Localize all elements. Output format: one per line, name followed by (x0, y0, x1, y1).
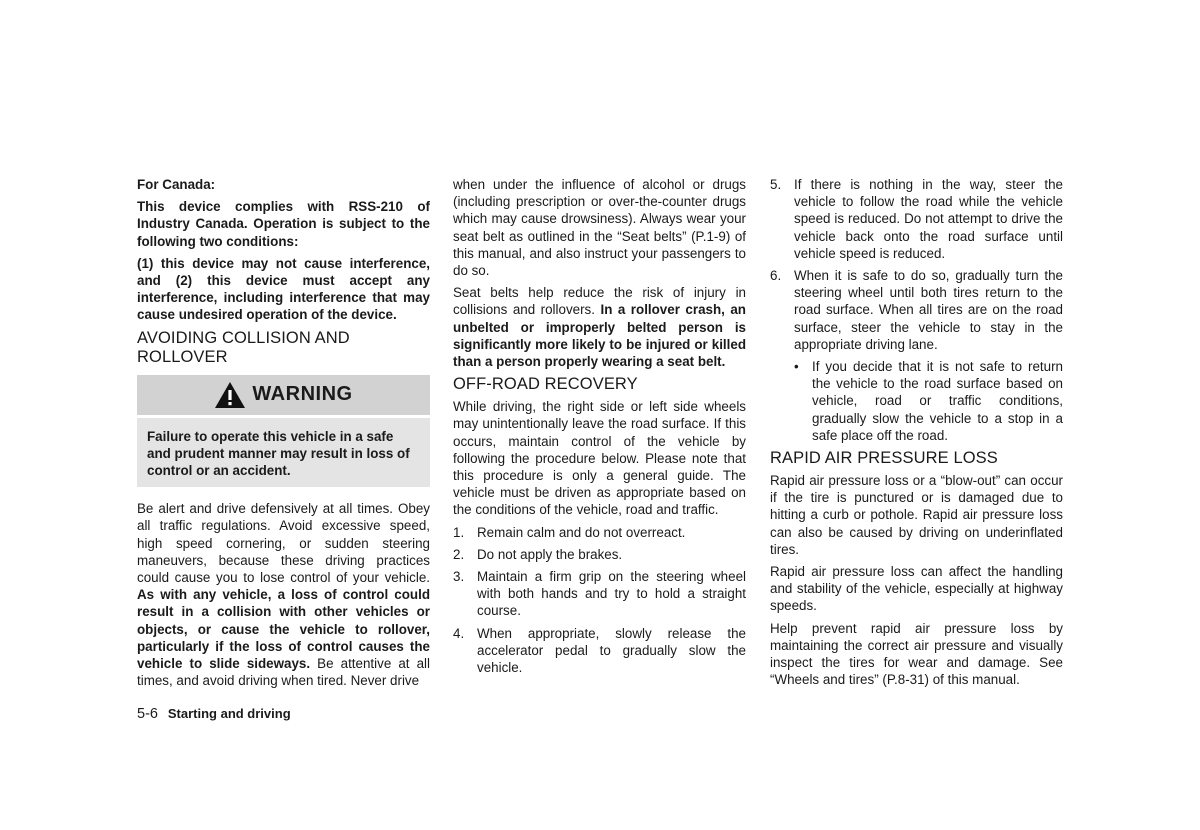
canada-paragraph-1: This device complies with RSS-210 of Industry Canada. Operation is subject to the following two conditions: (137, 199, 430, 249)
section-title-avoiding-collision: AVOIDING COLLISION AND ROLLOVER (137, 328, 350, 366)
defensive-text-1: Be alert and drive defensively at all times. Obey all traffic regulations. Avoid excessive speed, high speed cornering, or sudden steering maneuvers, because these driving practices could cause you to lose control of your vehicle. (137, 501, 430, 586)
page-footer (137, 705, 291, 722)
rapid-paragraph-1: Rapid air pressure loss or a “blow-out” can occur if the tire is punctured or is damaged due to hitting a curb or pothole. Rapid air pressure loss can also be caused by driving on underinflated tires. (770, 473, 1063, 557)
defensive-bold-text: As with any vehicle, a loss of control could result in a collision with other vehicles or objects, or cause the vehicle to rollover, particularly if the loss of control causes the vehicle to slide sideways. (137, 587, 430, 672)
page-number: 5-6 (137, 706, 158, 722)
warning-title: WARNING (252, 383, 353, 406)
offroad-paragraph: While driving, the right side or left side wheels may unintentionally leave the road surface. If this occurs, maintain control of the vehicle by following the procedure below. Please note that this procedure is only a general guide. The vehicle must be driven as appropriate based on the conditions of the vehicle, road and traffic. (453, 399, 746, 518)
list-item: 6. When it is safe to do so, gradually turn the steering wheel until both tires return to the road surface. When all tires are on the road surface, steer the vehicle to stay in the appropriate driving lane. (770, 268, 1063, 352)
offroad-steps-list-continued (770, 176, 1063, 353)
continued-paragraph: when under the influence of alcohol or drugs (including prescription or over-the-counter drugs which may cause drowsiness). Always wear your seat belt as outlined in the “Seat belts” (P.1-9) of this manual, and also instruct your passengers to do so. (453, 177, 746, 279)
rapid-paragraph-2: Rapid air pressure loss can affect the handling and stability of the vehicle, especially at highway speeds. (770, 564, 1063, 614)
warning-triangle-icon (214, 381, 246, 409)
seatbelt-paragraph (453, 284, 746, 370)
bullet-dot: • (794, 359, 799, 375)
canada-paragraph-2: (1) this device may not cause interference, and (2) this device must accept any interference, including interference that may cause undesired operation of the device. (137, 255, 430, 323)
column-2 (453, 176, 746, 681)
list-item: 5. If there is nothing in the way, steer the vehicle to follow the road while the vehicle speed is reduced. Do not attempt to drive the vehicle back onto the road surface until vehicle speed is reduced. (770, 177, 1063, 261)
defensive-driving-paragraph (137, 500, 430, 689)
rapid-paragraph-3: Help prevent rapid air pressure loss by maintaining the correct air pressure and visually inspect the tires for wear and damage. See “Wheels and tires” (P.8-31) of this manual. (770, 620, 1063, 688)
list-item: 3. Maintain a firm grip on the steering wheel with both hands and try to hold a straight course. (453, 569, 746, 619)
seatbelt-bold-text: In a rollover crash, an unbelted or improperly belted person is significantly more likely to be injured or killed than a person properly wearing a seat belt. (453, 302, 746, 370)
section-title-rapid-air-pressure-loss: RAPID AIR PRESSURE LOSS (770, 449, 998, 468)
bullet-item: • If you decide that it is not safe to return the vehicle to the road surface based on vehicle, road or traffic conditions, gradually slow the vehicle to a stop in a safe place off the road. (794, 359, 1063, 443)
list-item: 2. Do not apply the brakes. (453, 546, 623, 562)
canada-heading: For Canada: (137, 177, 216, 192)
column-1 (137, 176, 430, 694)
section-title-offroad-recovery: OFF-ROAD RECOVERY (453, 375, 638, 394)
defensive-text-2: Be attentive at all times, and avoid driving when tired. Never drive (137, 656, 430, 689)
offroad-steps-list (453, 524, 746, 677)
seatbelt-text: Seat belts help reduce the risk of injury in collisions and rollovers. (453, 285, 746, 318)
warning-body: Failure to operate this vehicle in a safe and prudent manner may result in loss of control or an accident. (137, 418, 430, 488)
footer-section-title: Starting and driving (167, 706, 291, 721)
warning-header (137, 375, 430, 415)
list-item: 1. Remain calm and do not overreact. (453, 524, 686, 540)
column-3 (770, 176, 1063, 693)
list-item: 4. When appropriate, slowly release the accelerator pedal to gradually slow the vehicle. (453, 625, 746, 676)
